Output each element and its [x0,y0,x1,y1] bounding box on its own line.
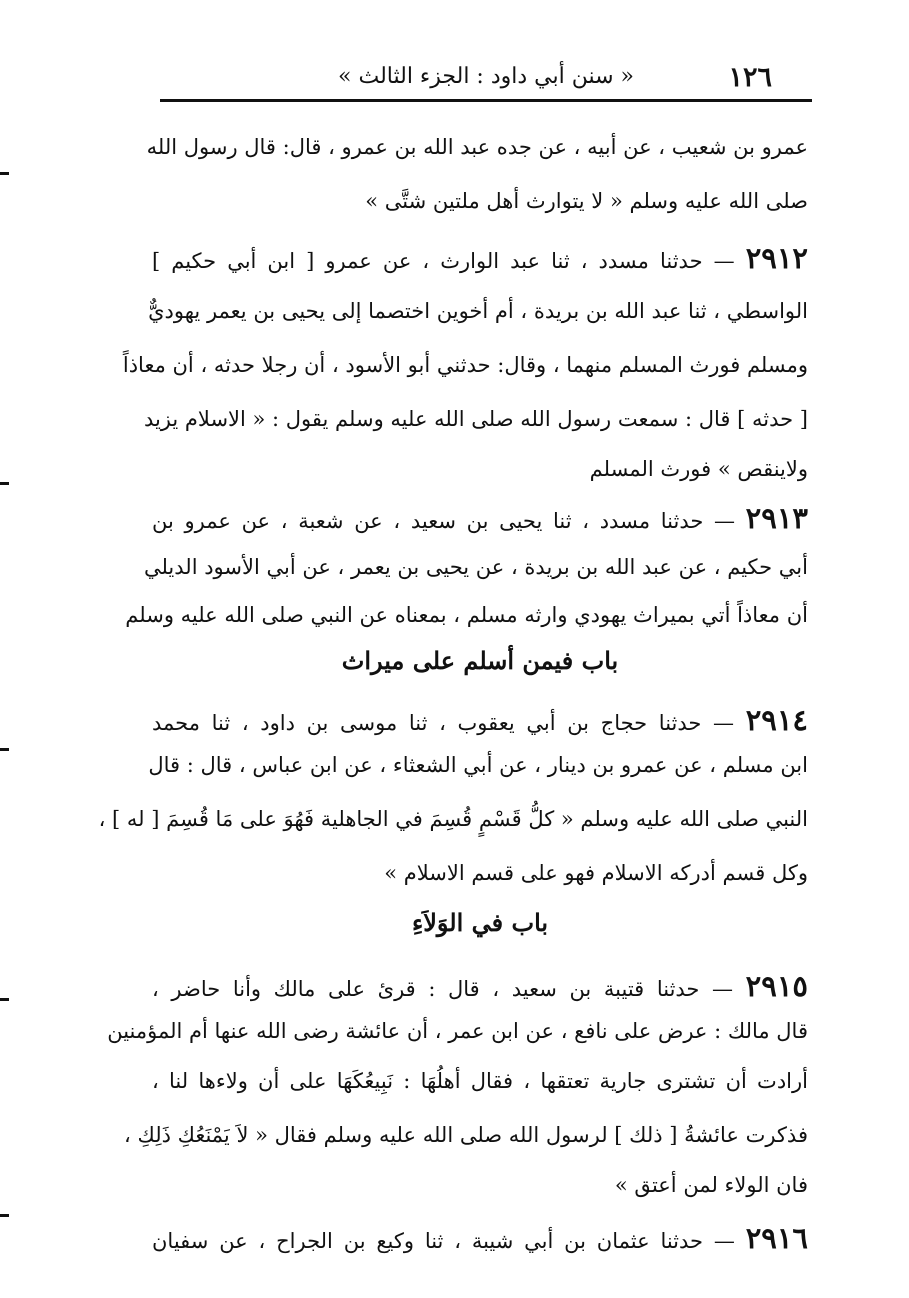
line-text: — حدثنا عثمان بن أبي شيبة ، ثنا وكيع بن الجراح ، عن سفيان [152,1229,735,1253]
text-line [152,1068,808,1094]
hadith-2913 [152,500,808,536]
line-text: قال مالك : عرض على نافع ، عن ابن عمر ، أن عائشة رضى الله عنها أم المؤمنين [107,1019,808,1043]
hadith-number: ٢٩١٣ [745,501,808,535]
margin-mark [0,482,9,485]
line-text: ابن مسلم ، عن عمرو بن دينار ، عن أبي الشعثاء ، عن ابن عباس ، قال : قال [148,753,808,777]
text-line [143,406,808,432]
text-line [107,1018,808,1044]
text-line [125,602,808,628]
line-text: — حدثنا قتيبة بن سعيد ، قال : قرئ على مالك وأنا حاضر ، [152,977,734,1001]
margin-mark [0,748,9,751]
line-text: أبي حكيم ، عن عبد الله بن بريدة ، عن يحيى بن يعمر ، عن أبي الأسود الديلي [143,555,808,579]
margin-mark [0,998,9,1001]
line-text: — حدثنا مسدد ، ثنا يحيى بن سعيد ، عن شعبة ، عن عمرو بن [152,509,735,533]
text-line [122,352,808,378]
text-line [148,752,808,778]
line-text: ولاينقص » فورث المسلم [589,457,808,481]
text-line [152,188,808,214]
text-line [98,806,808,832]
page-number: ١٢٦ [728,62,772,93]
line-text: — حدثنا حجاج بن أبي يعقوب ، ثنا موسى بن داود ، ثنا محمد [152,711,735,735]
text-line [152,456,808,482]
text-line [143,554,808,580]
hadith-2915 [152,968,808,1004]
line-text: — حدثنا مسدد ، ثنا عبد الوارث ، عن عمرو [ ابن أبي حكيم ] [152,249,735,273]
chapter-heading: باب في الوَلاَءِ [411,908,549,937]
margin-mark [0,172,9,175]
line-text: عمرو بن شعيب ، عن أبيه ، عن جده عبد الله بن عمرو ، قال: قال رسول الله [146,135,808,159]
text-line [148,298,808,324]
hadith-number: ٢٩١٦ [745,1221,808,1255]
line-text: أن معاذاً أتي بميراث يهودي وارثه مسلم ، بمعناه عن النبي صلى الله عليه وسلم [125,603,808,627]
hadith-number: ٢٩١٢ [745,241,808,275]
text-line [152,860,808,886]
line-text: وكل قسم أدركه الاسلام فهو على قسم الاسلام » [384,861,808,885]
line-text: فذكرت عائشةُ [ ذلك ] لرسول الله صلى الله عليه وسلم فقال « لاَ يَمْنَعُكِ ذَلِكِ ، [124,1123,808,1147]
hadith-number: ٢٩١٥ [745,969,808,1003]
hadith-2912 [152,240,808,276]
chapter-heading: باب فيمن أسلم على ميراث [341,646,619,675]
line-text: أرادت أن تشترى جارية تعتقها ، فقال أهلُهَا : نَبِيعُكَهَا على أن ولاءها لنا ، [152,1069,808,1093]
hadith-2914 [152,702,808,738]
running-head [160,56,812,100]
line-text: الواسطي ، ثنا عبد الله بن بريدة ، أم أخوين اختصما إلى يحيى بن يعمر يهوديٌّ [148,299,808,323]
margin-mark [0,1214,9,1217]
line-text: صلى الله عليه وسلم « لا يتوارث أهل ملتين شتَّى » [365,189,808,213]
hadith-2916 [152,1220,808,1256]
running-title: « سنن أبي داود : الجزء الثالث » [338,64,634,89]
text-line [152,1172,808,1198]
text-line [124,1122,808,1148]
line-text: ومسلم فورث المسلم منهما ، وقال: حدثني أبو الأسود ، أن رجلا حدثه ، أن معاذاً [122,353,808,377]
header-rule [160,99,812,102]
line-text: فان الولاء لمن أعتق » [614,1173,808,1197]
line-text: النبي صلى الله عليه وسلم « كلُّ قَسْمٍ قُسِمَ في الجاهلية فَهُوَ على مَا قُسِمَ [ له ] ، [98,807,808,831]
hadith-number: ٢٩١٤ [745,703,808,737]
line-text: [ حدثه ] قال : سمعت رسول الله صلى الله عليه وسلم يقول : « الاسلام يزيد [143,407,808,431]
text-line [146,134,808,160]
